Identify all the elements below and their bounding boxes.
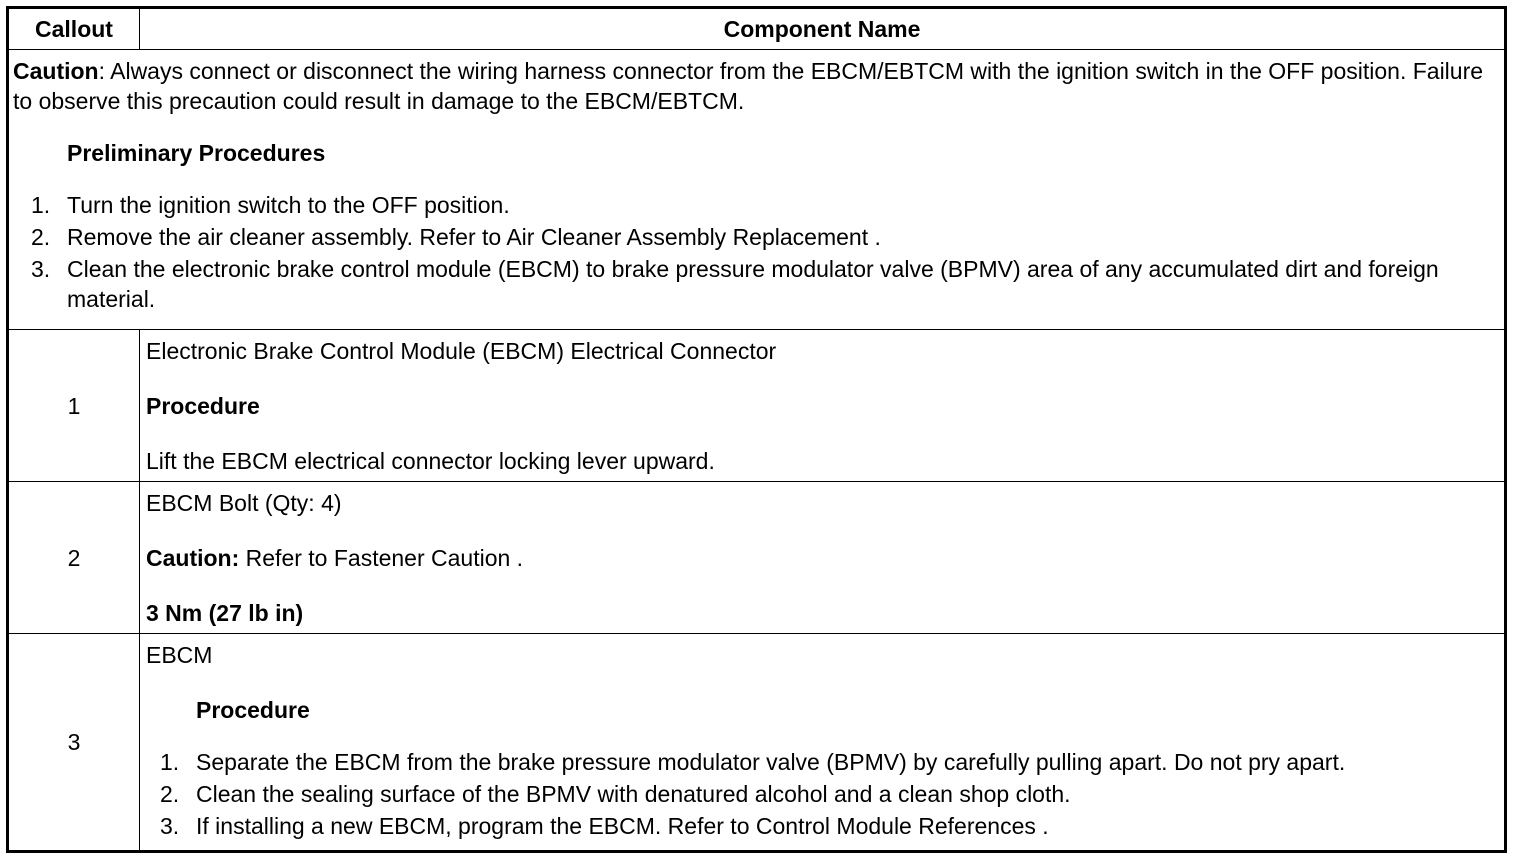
step-text: Clean the sealing surface of the BPMV with denatured alcohol and a clean shop cloth.	[196, 781, 1071, 807]
procedure-text: Lift the EBCM electrical connector locking lever upward.	[146, 448, 715, 474]
step-number: 3.	[160, 813, 180, 839]
list-item	[13, 222, 1500, 252]
step-number: 2.	[160, 781, 180, 807]
table-row	[8, 482, 1506, 634]
list-item	[13, 254, 1500, 314]
component-table	[6, 6, 1507, 853]
fastener-caution	[146, 543, 1500, 573]
caution-label: Caution	[13, 58, 99, 84]
step-text: Turn the ignition switch to the OFF position.	[67, 192, 510, 218]
caution-cell	[8, 50, 1506, 330]
component-name: Electronic Brake Control Module (EBCM) Electrical Connector	[146, 338, 777, 364]
procedure-label: Procedure	[146, 393, 260, 419]
torque-spec: 3 Nm (27 lb in)	[146, 600, 304, 626]
procedure-steps-list	[146, 747, 1500, 841]
callout-number: 1	[8, 330, 140, 482]
component-name-header: Component Name	[140, 8, 1506, 50]
caution-text: : Always connect or disconnect the wiring harness connector from the EBCM/EBTCM with the ignition switch in the OFF position. Failure to observe this precaution could result in damage to the EBCM/EBTCM.	[13, 58, 1484, 114]
list-item	[146, 779, 1500, 809]
component-name: EBCM	[146, 642, 213, 668]
component-cell	[140, 330, 1506, 482]
component-name: EBCM Bolt (Qty: 4)	[146, 490, 342, 516]
callout-number: 2	[8, 482, 140, 634]
preliminary-procedures-heading: Preliminary Procedures	[67, 140, 326, 166]
procedure-label: Procedure	[196, 697, 310, 723]
step-number: 3.	[31, 256, 51, 282]
step-text: Clean the electronic brake control module (EBCM) to brake pressure modulator valve (BPMV) area of any accumulated dirt and foreign material.	[67, 256, 1439, 312]
list-item	[146, 747, 1500, 777]
callout-number: 3	[8, 634, 140, 852]
table-row	[8, 634, 1506, 852]
callout-header: Callout	[8, 8, 140, 50]
caution-paragraph	[13, 56, 1500, 116]
list-item	[13, 190, 1500, 220]
caution-row	[8, 50, 1506, 330]
preliminary-steps-list	[13, 190, 1500, 314]
step-number: 2.	[31, 224, 51, 250]
step-number: 1.	[31, 192, 51, 218]
step-text: If installing a new EBCM, program the EBCM. Refer to Control Module References .	[196, 813, 1049, 839]
table-row	[8, 330, 1506, 482]
step-text: Remove the air cleaner assembly. Refer to Air Cleaner Assembly Replacement .	[67, 224, 881, 250]
step-text: Separate the EBCM from the brake pressure modulator valve (BPMV) by carefully pulling apart. Do not pry apart.	[196, 749, 1346, 775]
component-cell	[140, 482, 1506, 634]
caution-label: Caution:	[146, 545, 240, 571]
component-cell	[140, 634, 1506, 852]
step-number: 1.	[160, 749, 180, 775]
caution-text: Refer to Fastener Caution .	[239, 545, 524, 571]
table-header-row	[8, 8, 1506, 50]
list-item	[146, 811, 1500, 841]
